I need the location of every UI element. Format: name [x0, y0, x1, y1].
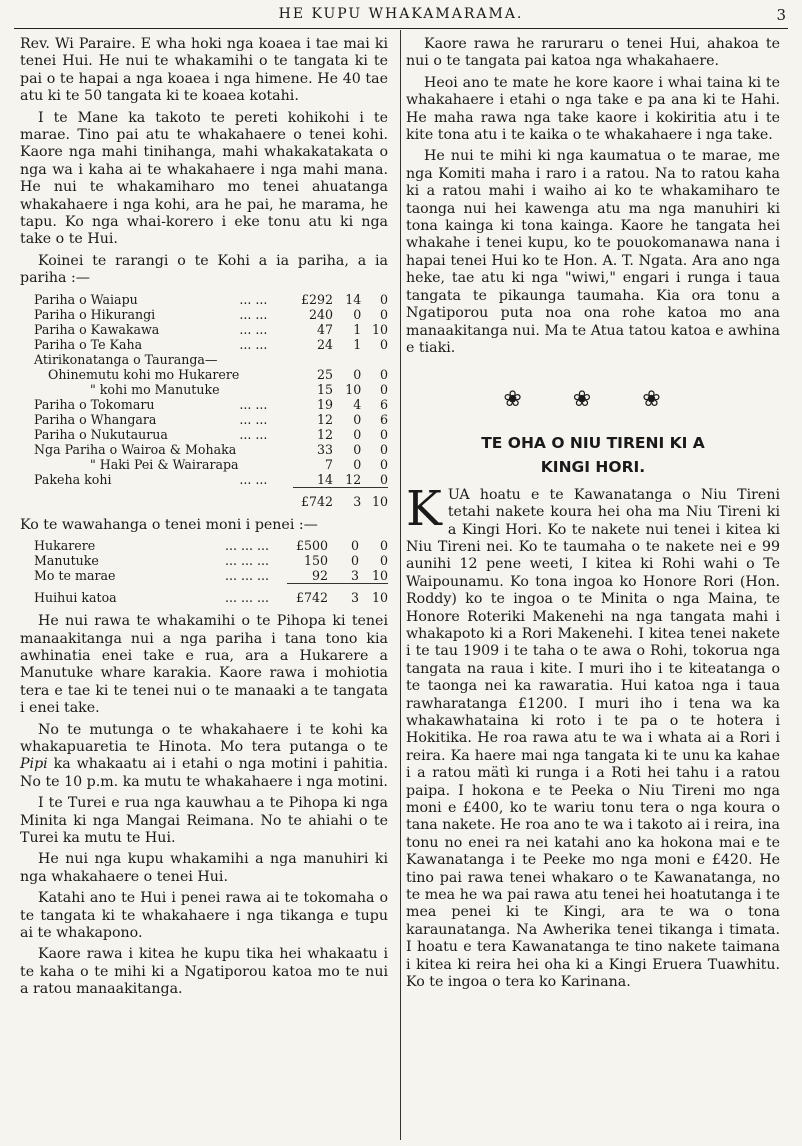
table-row: Ohinemutu kohi mo Hukarere 25 0 0 — [48, 366, 388, 382]
paragraph: Katahi ano te Hui i penei rawa ai te tokomaha o te tangata ki te whakahaere i nga tikanga e tupu ai te whakapono. — [20, 890, 388, 941]
table-row: Nga Pariha o Wairoa & Mohaka 33 0 0 — [34, 441, 388, 457]
table-row: Manutuke ... ... ... 150 0 0 — [34, 553, 388, 569]
running-title: HE KUPU WHAKAMARAMA. — [278, 6, 524, 22]
paragraph: Rev. Wi Paraire. E wha hoki nga koaea i tae mai ki tenei Hui. He nui te whakamihi o te tangata ki te pai o te hapai a nga koaea i nga himene. He 40 tae atu ki te 50 tangata ki te koaea kotahi. — [20, 36, 388, 105]
table-row: Hukarere ... ... ... £500 0 0 — [34, 538, 388, 554]
paragraph: Koinei te rarangi o te Kohi a ia pariha, a ia pariha :— — [20, 252, 388, 287]
table-row: Pariha o Waiapu ... ... £292 14 0 — [34, 291, 388, 307]
table-row: Pariha o Nukutaurua ... ... 12 0 0 — [34, 426, 388, 442]
table-row: Pariha o Kawakawa ... ... 47 1 10 — [34, 321, 388, 337]
table-row: Pariha o Te Kaha ... ... 24 1 0 — [34, 336, 388, 352]
page-number: 3 — [776, 6, 786, 24]
distribution-total-row: Huihui katoa ... ... ... £742 3 10 — [34, 590, 388, 606]
collections-table — [20, 292, 388, 513]
running-header — [14, 6, 788, 29]
table-row: Pariha o Hikurangi ... ... 240 0 0 — [34, 306, 388, 322]
table-row: " kohi mo Manutuke 15 10 0 — [90, 381, 388, 397]
paragraph: No te mutunga o te whakahaere i te kohi ka whakapuaretia te Hinota. Mo tera putanga o te Pipi ka whakaatu ai i etahi o nga motini i pahitia. No te 10 p.m. ka mutu te whakahaere i nga motini. — [20, 721, 388, 790]
left-column — [20, 36, 388, 1003]
table-row: Mo te marae ... ... ... 92 3 10 — [34, 568, 388, 584]
table-row: Pakeha kohi ... ... 14 12 0 — [34, 471, 388, 487]
distribution-table — [20, 538, 388, 609]
paragraph: He nui rawa te whakamihi o te Pihopa ki tenei manaakitanga nui a nga pariha i tana tono kia awhinatia enei take e rua, ara a Hukarere a Manutuke whare karakia. Kaore rawa i mohiotia tera e tae ki te tenei nui o te manaaki a te tangata i enei take. — [20, 613, 388, 717]
paragraph: KUA hoatu e te Kawanatanga o Niu Tireni tetahi nakete koura hei oha ma Niu Tireni ki a Kingi Hori. Ko te nakete nui tenei i kitea ki Niu Tireni nei. Ko te taumaha o te nakete nei e 99 aunihi 12 pene weeti, I kitea ki Rohi wahi o Te Waipounamu. Ko tona ingoa ko Honore Rori (Hon. Roddy) ko te ingoa o te Minita o nga Maina, te Honore Roteriki Makenehi na nga tangata mahi i whakapoto ki a Rori Makenehi. I kitea tenei nakete i te tau 1909 i te taha o te awa o Rohi, tokorua nga tangata na raua i kite. I muri iho i te kiteatanga o te taonga nei ka rawaratia. Hui katoa nga i taua rawharatanga £1200. I muri iho i tena wa ka whakawhatainа ki roto i te pa o te hotera i Hokitika. He roa rawa atu te wa i whatа ai a Rori i reira. Ka haere mai nga tangata ki te unu ka kahae i a ratou mätì ki runga i a Roti hei tahu i a ratou paipa. I hokona e te Peeka o Niu Tireni mo nga moni e £400, ko te wariu tonu tera o nga koura o tana nakete. He roa ano te wa i takoto ai i reira, ina tonu no enei ra nei katahi ano ka hokona mai e te Kawanatanga i te Peeke mo nga moni e £420. He tino pai rawa tenei whakaro o te Kawanatanga, no te mea he wa pai rawa atu tenei hei hoatutanga i te mea penei ki te Kingi, ara te wa o tona karaunatanga. Na Awherika tenei tikanga i timata. I hoatu e tera Kawanatanga te tino nakete taimana i kitea ki reira hei oha ki a Kingi Eruera Tuawhitu. Ko te ingoa o tera ko Karinana. — [406, 480, 780, 991]
article-body — [406, 480, 780, 992]
paragraph: Heoi ano te mate he kore kaore i whai taina ki te whakahaere i etahi o nga take e pa ana ki te Hahi. He maha rawa nga take kaore i kokiritia atu i te kite tona atu i te kaika o te whakahaere i nga take. — [406, 74, 780, 144]
flower-ornament-icon: ❀ ❀ ❀ — [503, 387, 683, 413]
table-row: Pariha o Whangara ... ... 12 0 6 — [34, 411, 388, 427]
table-row: Pariha o Tokomaru ... ... 19 4 6 — [34, 396, 388, 412]
right-column — [406, 36, 780, 996]
paragraph: I te Turei e rua nga kauwhau a te Pihopa ki nga Minita ki nga Mangai Reimana. No te ahiahi o te Turei ka mutu te Hui. — [20, 795, 388, 846]
paragraph: Kaore rawa i kitea he kupu tika hei whakaatu i te kaha o te mihi ki a Ngatiporou katoa mo te nui a ratou manaakitanga. — [20, 946, 388, 998]
paragraph: I te Mane ka takoto te pereti kohikohi i te marae. Tino pai atu te whakahaere o tenei kohi. Kaore nga mahi tinihanga, mahi whakakatakata o nga wa i kaha ai te whakahaere i nga mahi mana. He nui te whakamiharo mo tenei ahuatanga whakahaere i nga kohi, ara he pai, he marama, he tapu. Ko nga whai-korero i eke tonu atu ki nga take o te Hui. — [20, 109, 388, 248]
drop-cap: K — [406, 480, 442, 537]
column-divider — [400, 30, 401, 1140]
paragraph: He nui nga kupu whakamihi a nga manuhiri ki nga whakahaere o tenei Hui. — [20, 851, 388, 885]
table-row: Atirikonatanga o Tauranga— — [34, 351, 218, 367]
paragraph: Kaore rawa he raruraru o tenei Hui, ahakoa te nui o te tangata pai katoa nga whakahaere. — [406, 36, 780, 70]
paragraph: He nui te mihi ki nga kaumatua o te marae, me nga Komiti maha i raro i a ratou. Na to ratou kaha ki a ratou mahi i waiho ai ko te whakamiharo te taonga nui hei kawenga atu ma nga manuhiri ki tona kainga ki tona kainga. Kaore he tangata hei whakahe i tenei kupu, ko te pouokomanawa nana i hapai tenei Hui ko te Hon. A. T. Ngata. Ara ano nga heke, tae atu ki nga "wiwi," engari i runga i taua tangata te pikaunga taumaha. Kia ora tonu a Ngatiporou puta noa ona rohe katoa mo ana manaakitanga nui. Ma te Atua tatou katoa e awhina e tiaki. — [406, 148, 780, 356]
article-heading: TE OHA O NIU TIRENI KI A KINGI HORI. — [481, 433, 705, 476]
collections-total-row: £742 3 10 — [301, 493, 388, 509]
paragraph: Ko te wawahanga o tenei moni i penei :— — [20, 516, 318, 533]
table-row: " Haki Pei & Wairarapa 7 0 0 — [90, 456, 388, 472]
pipi-title: Pipi — [20, 756, 48, 773]
